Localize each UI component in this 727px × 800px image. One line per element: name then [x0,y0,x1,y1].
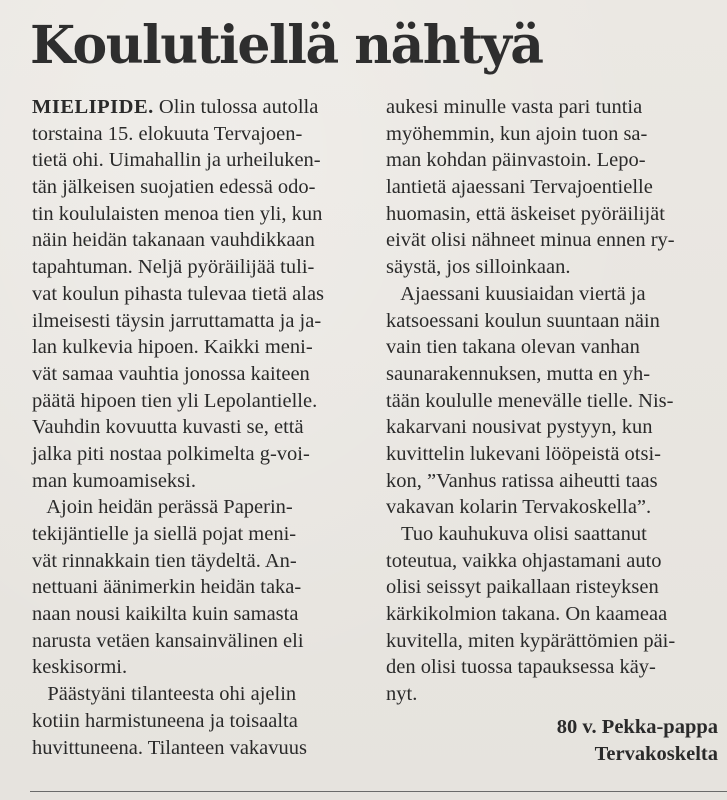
text-line [32,628,362,655]
text-line [386,388,718,415]
text-line-content: tapahtuman. Neljä pyöräilijää tuli- [32,256,315,279]
text-line-content: man kohdan päinvastoin. Lepo- [386,149,646,172]
text-line-content: kon, ”Vanhus ratissa aiheutti taas [386,469,658,492]
text-line [32,201,362,228]
article-headline: Koulutiellä nähtyä [30,15,543,76]
text-line-content: vat koulun pihasta tulevaa tietä alas [32,282,325,305]
text-line-content: naan nousi kaikilta kuin samasta [32,603,299,626]
text-line-content: den olisi tuossa tapauksessa käy- [386,656,656,679]
text-line [32,227,362,254]
text-line-content: Ajaessani kuusiaidan viertä ja [386,282,646,305]
text-line-content: Päästyäni tilanteesta ohi ajelin [32,683,297,706]
text-line-content: aukesi minulle vasta pari tuntia [386,96,643,118]
text-line [386,521,718,548]
text-line-content: säystä, jos silloinkaan. [386,256,571,279]
text-line-content: olisi seissyt paikallaan risteyksen [386,576,659,599]
text-line-content: toteutua, vaikka ohjastamani auto [386,549,662,572]
text-line [32,521,362,548]
text-line [386,121,718,148]
text-line [386,601,718,628]
text-line [32,548,362,575]
text-line [32,308,362,335]
text-line-content: Vauhdin kovuutta kuvasti se, että [32,416,304,439]
text-line-content: narusta vetäen kansainvälinen eli [32,629,304,652]
text-line-content: tän jälkeisen suojatien edessä odo- [32,176,316,199]
text-line-content: eivät olisi nähneet minua ennen ry- [386,229,675,252]
text-line [386,548,718,575]
text-line-content: lan kulkevia hipoen. Kaikki meni- [32,336,313,359]
text-line [386,281,718,308]
text-line-content: Olin tulossa autolla [153,96,319,118]
text-line [32,735,362,762]
text-line-content: kuvittelin lukevani lööpeistä otsi- [386,442,661,465]
text-line-content: kakarvani nousivat pystyyn, kun [386,416,653,439]
text-line [386,254,718,281]
text-line [386,308,718,335]
text-line-content: vakavan kolarin Tervakoskella”. [386,496,652,519]
text-line [32,334,362,361]
bottom-rule [30,791,727,792]
text-line-content: nettuani äänimerkin heidän taka- [32,576,302,599]
text-line [32,121,362,148]
text-line [32,654,362,681]
text-line-content: katsoessani koulun suuntaan näin [386,309,660,332]
text-line [32,441,362,468]
text-line-content: tin koululaisten menoa tien yli, kun [32,202,323,225]
text-line [32,388,362,415]
text-line [386,147,718,174]
text-line-content: päätä hipoen tien yli Lepolantielle. [32,389,318,412]
text-line-content: kuvitella, miten kypärättömien päi- [386,629,676,652]
text-line [386,227,718,254]
text-line [32,174,362,201]
text-line [386,94,718,121]
section-kicker: MIELIPIDE. [32,96,154,118]
text-line-content: tietä ohi. Uimahallin ja urheiluken- [32,149,321,172]
text-line [386,654,718,681]
text-line-content: man kumoamiseksi. [32,469,196,492]
text-line-content: vain tien takana olevan vanhan [386,336,640,359]
text-line [32,254,362,281]
text-line [386,201,718,228]
text-line [32,414,362,441]
text-line-content: torstaina 15. elokuuta Tervajoen- [32,122,303,145]
text-line [386,414,718,441]
text-line-content: tään koululle menevälle tielle. Nis- [386,389,674,412]
text-line [386,574,718,601]
text-line [32,361,362,388]
text-line-content: vät samaa vauhtia jonossa kaiteen [32,362,310,385]
text-line-content: näin heidän takanaan vauhdikkaan [32,229,315,252]
text-line-content: ilmeisesti täysin jarruttamatta ja ja- [32,309,322,332]
text-line-content: kotiin harmistuneena ja toisaalta [32,709,298,732]
text-line-content: nyt. [386,683,418,706]
text-line [32,468,362,495]
text-line-content: huomasin, että äskeiset pyöräilijät [386,202,665,225]
text-line-content: kärkikolmion takana. On kaameaa [386,603,668,626]
text-line [32,494,362,521]
text-line-content: vät rinnakkain tien täydeltä. An- [32,549,297,572]
text-line [32,574,362,601]
text-line-content: lantietä ajaessani Tervajoentielle [386,176,653,199]
text-line-content: huvittuneena. Tilanteen vakavuus [32,736,307,759]
text-line [386,681,718,708]
text-line [32,94,362,121]
text-line-content: keskisormi. [32,656,128,679]
text-line-content: tekijäntielle ja siellä pojat meni- [32,523,297,545]
text-line [386,494,718,521]
author-signature-line1: 80 v. Pekka-pappa [556,715,718,738]
text-line-content: Tuo kauhukuva olisi saattanut [386,523,647,545]
text-line-content: Ajoin heidän perässä Paperin- [32,496,293,519]
article-column-left [32,94,362,761]
article-column-right [386,94,718,767]
text-line [32,281,362,308]
text-line-content: jalka piti nostaa polkimelta g-voi- [32,442,310,465]
text-line [32,681,362,708]
text-line-content: saunarakennuksen, mutta en yh- [386,362,651,385]
text-line [386,468,718,495]
text-line [386,174,718,201]
text-line [386,361,718,388]
text-line [32,601,362,628]
text-line-content: myöhemmin, kun ajoin tuon sa- [386,122,648,145]
author-signature-line2: Tervakoskelta [594,742,718,765]
text-line [32,708,362,735]
text-line [386,441,718,468]
text-line [32,147,362,174]
text-line [386,334,718,361]
text-line [386,628,718,655]
